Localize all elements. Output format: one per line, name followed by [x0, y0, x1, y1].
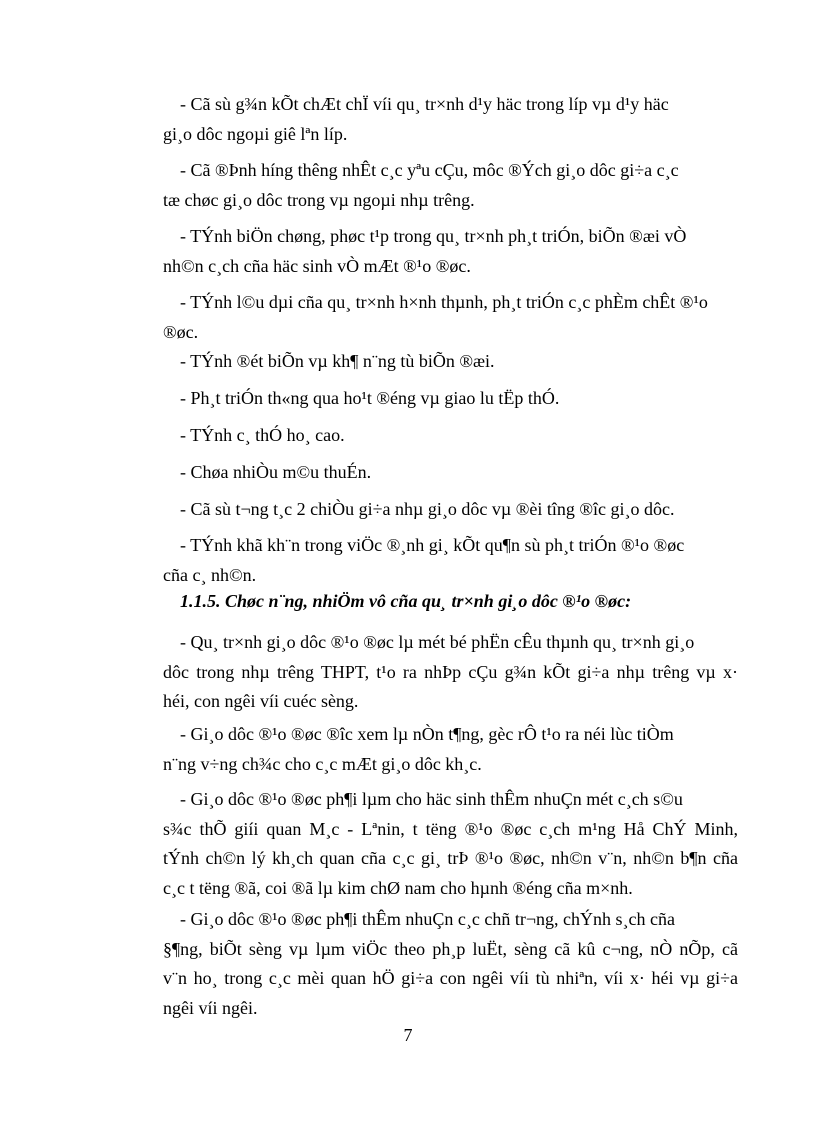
- paragraph-11: [163, 628, 738, 717]
- paragraph-line: tæ chøc gi¸o dôc trong vµ ngoµi nhµ trêng.: [163, 189, 475, 210]
- paragraph-line: n¨ng v÷ng ch¾c cho c¸c mÆt gi¸o dôc kh¸c.: [163, 753, 482, 774]
- paragraph-line: - TÝnh c¸ thÓ ho¸ cao.: [180, 425, 345, 445]
- paragraph-line: - Gi¸o dôc ®¹o ®øc ph¶i lµm cho häc sinh thÊm nhuÇn mét c¸ch s©u: [180, 789, 683, 809]
- paragraph-line: héi, con ngêi víi cuéc sèng.: [163, 691, 359, 711]
- paragraph-line: - Cã ®Þnh híng thêng nhÊt c¸c yªu cÇu, môc ®Ých gi¸o dôc gi÷a c¸c: [180, 160, 679, 180]
- paragraph-line: tÝnh ch©n lý kh¸ch quan cña c¸c gi¸ trÞ ®¹o ®øc, nh©n v¨n, nh©n b¶n cña: [163, 848, 738, 868]
- paragraph-line: - Cã sù t¬ng t¸c 2 chiÒu gi÷a nhµ gi¸o dôc vµ ®èi tîng ®îc gi¸o dôc.: [180, 499, 675, 519]
- paragraph-line: v¨n ho¸ trong c¸c mèi quan hÖ gi÷a con ngêi víi tù nhiªn, víi x· héi vµ gi÷a: [163, 968, 738, 988]
- paragraph-line: §¶ng, biÕt sèng vµ lµm viÖc theo ph¸p luËt, sèng cã kû c¬ng, nÒ nÕp, cã: [163, 938, 738, 959]
- page-number: 7: [403, 1025, 413, 1045]
- paragraph-4: [163, 288, 738, 347]
- section-heading: 1.1.5. Chøc n¨ng, nhiÖm vô cña qu¸ tr×nh gi¸o dôc ®¹o ®øc:: [180, 591, 632, 611]
- paragraph-line: dôc trong nhµ trêng THPT, t¹o ra nhÞp cÇu g¾n kÕt gi÷a nhµ trêng vµ x·: [163, 661, 738, 682]
- paragraph-14: [163, 905, 738, 1023]
- paragraph-line: cña c¸ nh©n.: [163, 564, 257, 585]
- paragraph-line: s¾c thÕ giíi quan M¸c - Lªnin, t tëng ®¹o ®øc c¸ch m¹ng Hå ChÝ Minh,: [163, 818, 738, 839]
- paragraph-line: - Gi¸o dôc ®¹o ®øc ®îc xem lµ nÒn t¶ng, gèc rÔ t¹o ra néi lùc tiÒm: [180, 724, 674, 744]
- paragraph-12: [163, 720, 738, 779]
- paragraph-6: [163, 384, 738, 414]
- paragraph-line: ngêi víi ngêi.: [163, 997, 258, 1018]
- paragraph-line: - Cã sù g¾n kÕt chÆt chÏ víi qu¸ tr×nh d¹y häc trong líp vµ d¹y häc: [180, 94, 669, 114]
- paragraph-line: - TÝnh l©u dµi cña qu¸ tr×nh h×nh thµnh, ph¸t triÓn c¸c phÈm chÊt ®¹o: [180, 292, 708, 312]
- paragraph-1: [163, 90, 738, 149]
- paragraph-line: - TÝnh khã kh¨n trong viÖc ®¸nh gi¸ kÕt qu¶n sù ph¸t triÓn ®¹o ®øc: [180, 535, 685, 555]
- paragraph-2: [163, 156, 738, 215]
- paragraph-line: nh©n c¸ch cña häc sinh vÒ mÆt ®¹o ®øc.: [163, 255, 471, 276]
- paragraph-5: [163, 347, 738, 377]
- paragraph-line: - Ph¸t triÓn th«ng qua ho¹t ®éng vµ giao lu tËp thÓ.: [180, 388, 560, 408]
- paragraph-line: gi¸o dôc ngoµi giê lªn líp.: [163, 123, 348, 144]
- paragraph-9: [163, 495, 738, 525]
- paragraph-line: c¸c t tëng ®ã, coi ®ã lµ kim chØ nam cho hµnh ®éng cña m×nh.: [163, 877, 633, 898]
- paragraph-8: [163, 458, 738, 488]
- paragraph-7: [163, 421, 738, 451]
- paragraph-line: - Gi¸o dôc ®¹o ®øc ph¶i thÊm nhuÇn c¸c chñ tr¬ng, chÝnh s¸ch cña: [180, 909, 675, 929]
- paragraph-3: [163, 222, 738, 281]
- paragraph-line: - Qu¸ tr×nh gi¸o dôc ®¹o ®øc lµ mét bé phËn cÊu thµnh qu¸ tr×nh gi¸o: [180, 632, 695, 652]
- paragraph-line: - TÝnh ®ét biÕn vµ kh¶ n¨ng tù biÕn ®æi.: [180, 351, 495, 371]
- paragraph-line: - TÝnh biÖn chøng, phøc t¹p trong qu¸ tr×nh ph¸t triÓn, biÕn ®æi vÒ: [180, 226, 687, 246]
- paragraph-10: [163, 531, 738, 590]
- paragraph-line: - Chøa nhiÒu m©u thuÉn.: [180, 462, 372, 482]
- paragraph-line: ®øc.: [163, 321, 199, 342]
- paragraph-13: [163, 785, 738, 903]
